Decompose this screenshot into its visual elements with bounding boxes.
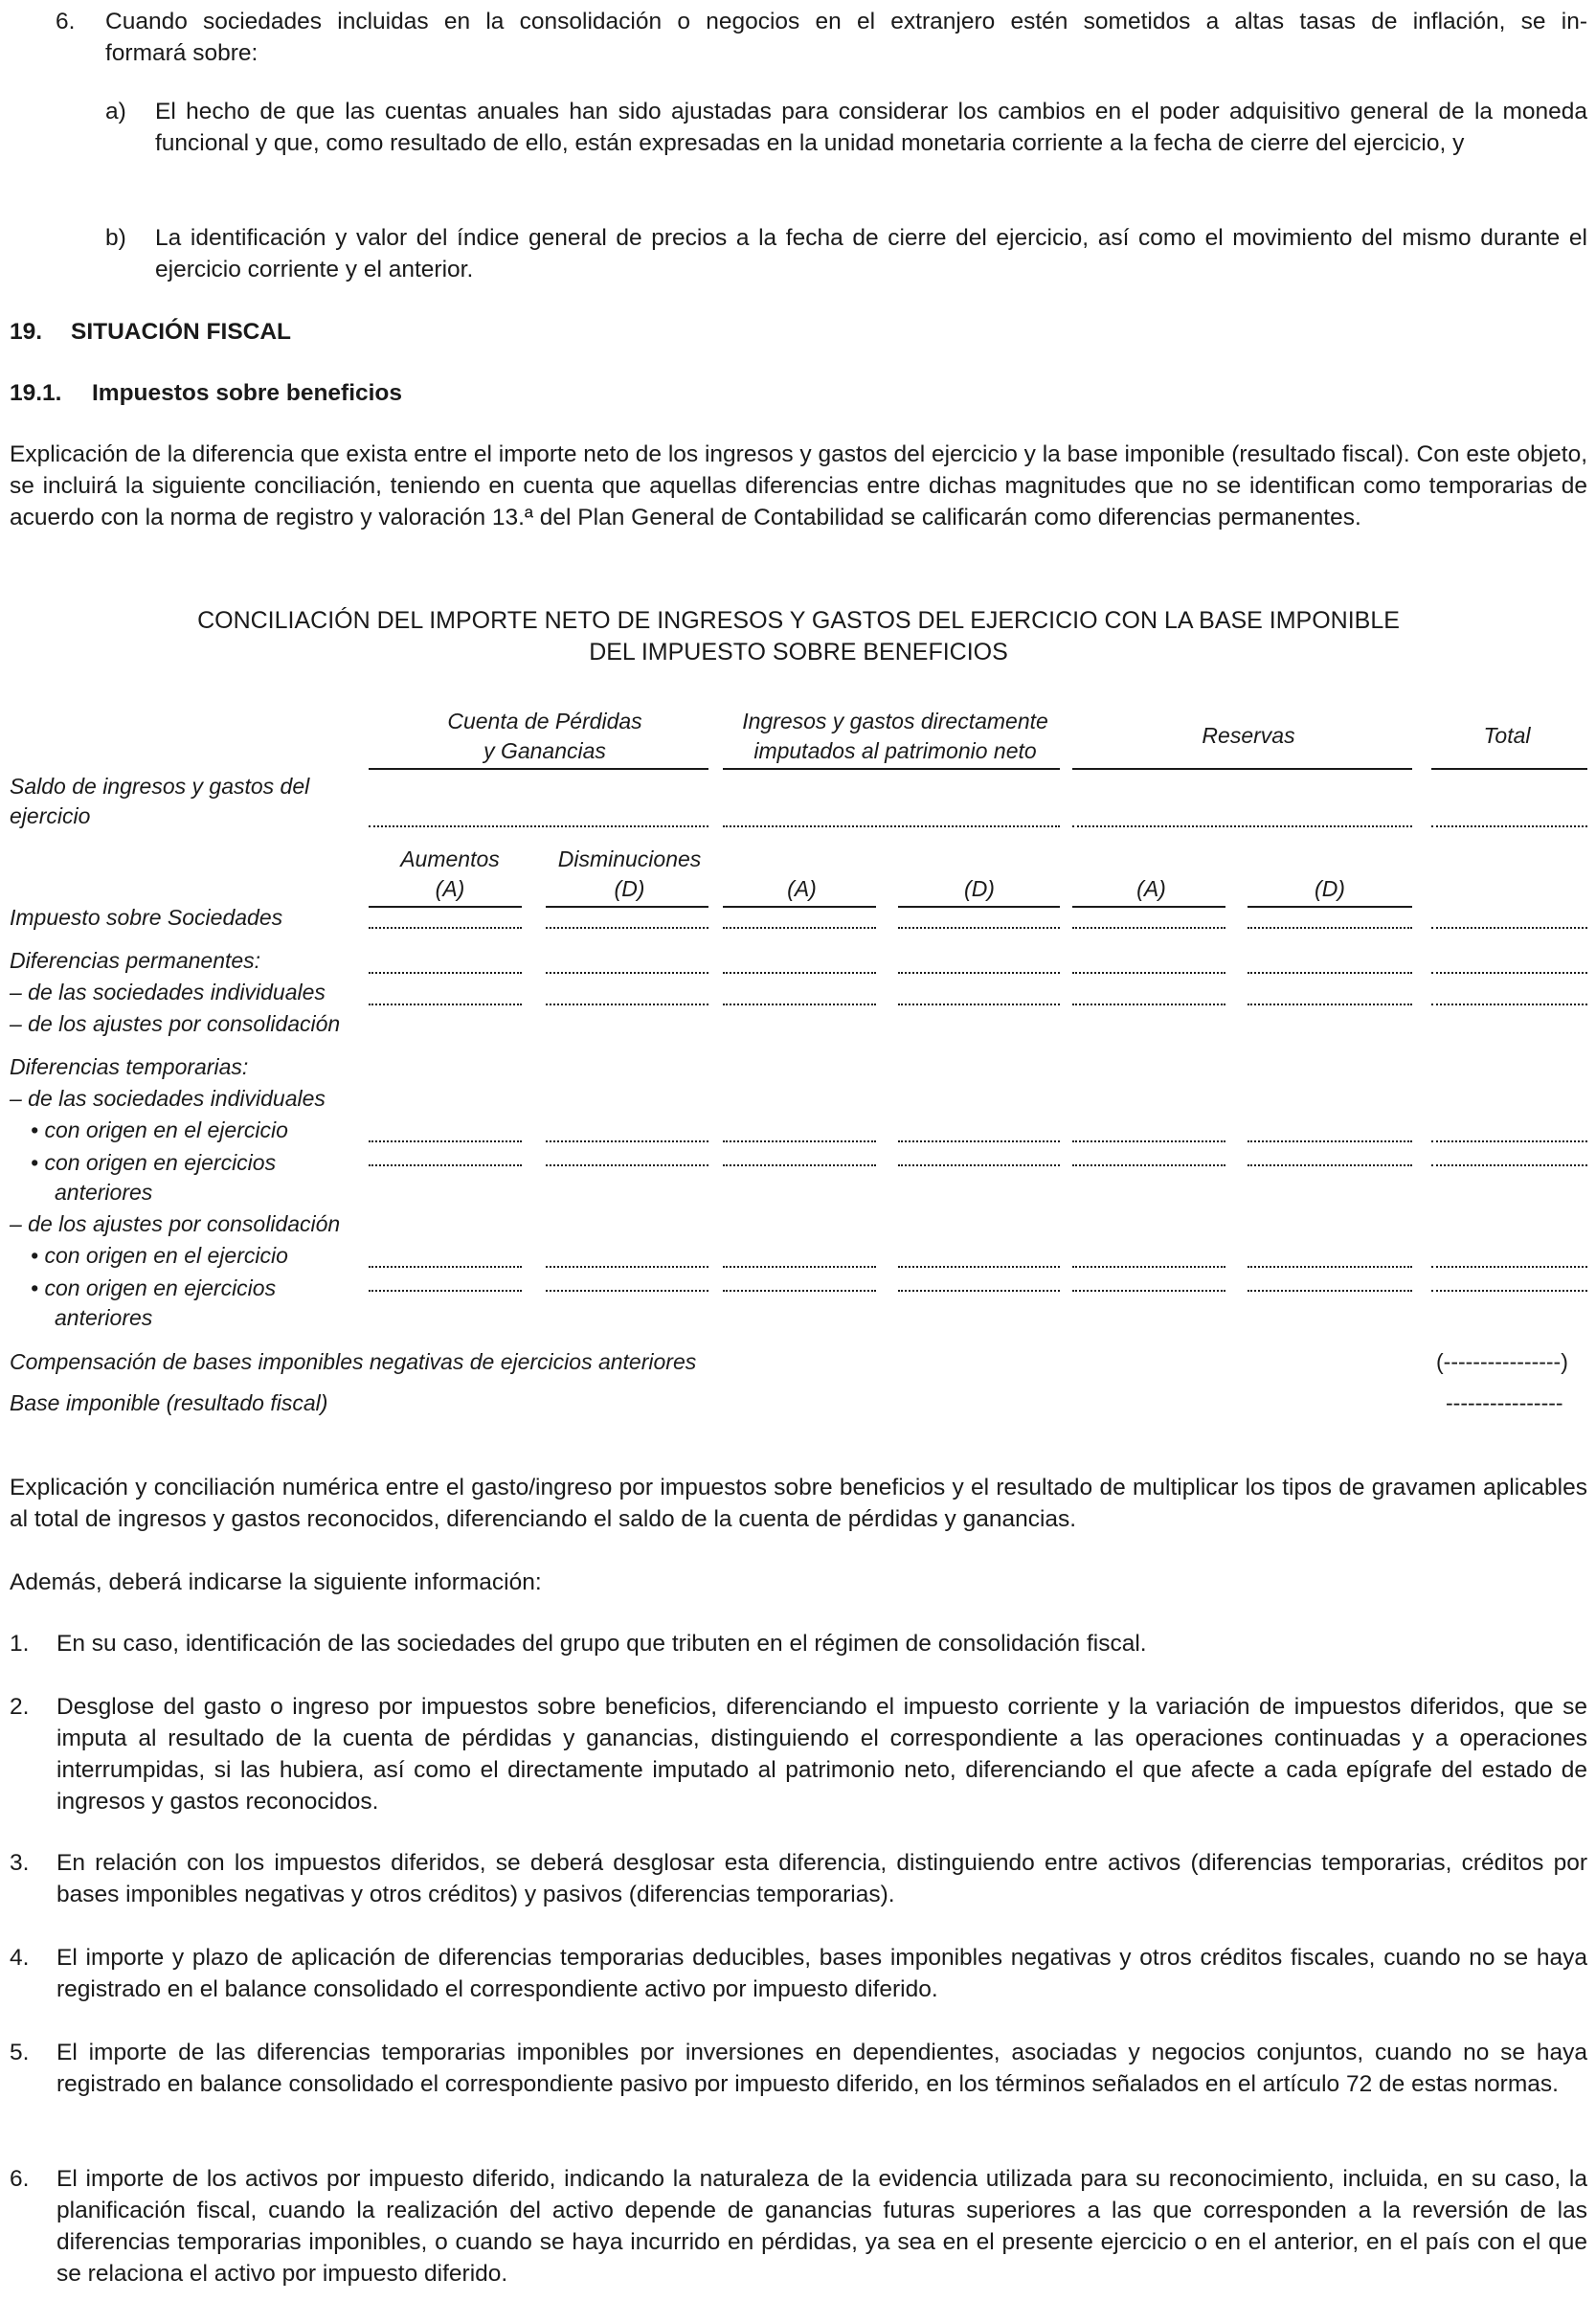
header-total: Total xyxy=(1483,723,1531,748)
dotted-value-cell xyxy=(1072,972,1225,974)
row-dif-temporarias: Diferencias temporarias: xyxy=(10,1054,249,1079)
dotted-value-cell xyxy=(1072,1140,1225,1142)
dotted-value-cell xyxy=(1431,1266,1587,1268)
dotted-value-cell xyxy=(1072,927,1225,929)
subheader-d-2: (D) xyxy=(964,876,995,901)
subheader-disminuciones: Disminuciones xyxy=(557,846,702,871)
saldo-pyg-dots xyxy=(369,825,708,827)
dotted-value-cell xyxy=(1248,1164,1412,1166)
dotted-value-cell xyxy=(1248,972,1412,974)
dotted-value-cell xyxy=(723,1266,876,1268)
dotted-value-cell xyxy=(369,1140,522,1142)
saldo-reservas-dots xyxy=(1072,825,1412,827)
subheader-rule-2 xyxy=(546,906,708,908)
info-item-text: En relación con los impuestos diferidos, se deberá desglosar esta diferencia, distinguiendo entre activos (diferencias temporarias, créditos por bases imponibles negativas y otros créditos) y pasivos (diferencias temporarias). xyxy=(56,1850,1587,1907)
subheader-d-3: (D) xyxy=(1315,876,1345,901)
info-item-number: 6. xyxy=(10,2166,30,2192)
dotted-value-cell xyxy=(369,972,522,974)
subheader-a-3: (A) xyxy=(1136,876,1166,901)
header-pyg-line-2: y Ganancias xyxy=(483,738,606,763)
subheader-rule-6 xyxy=(1248,906,1412,908)
row-dt-ajustes: – de los ajustes por consolidación xyxy=(10,1211,341,1236)
info-item-6 xyxy=(10,2163,1587,2290)
row-dt-aj-anteriores-2: anteriores xyxy=(55,1305,153,1330)
section-number: 19. xyxy=(10,319,43,345)
sub-b-letter: b) xyxy=(105,225,126,251)
dotted-value-cell xyxy=(1431,1164,1587,1166)
dotted-value-cell xyxy=(1248,1266,1412,1268)
dotted-value-cell xyxy=(546,927,708,929)
row-dt-indiv-anteriores-2: anteriores xyxy=(55,1180,153,1205)
dotted-value-cell xyxy=(1072,1004,1225,1005)
header-reservas: Reservas xyxy=(1202,723,1295,748)
dotted-value-cell xyxy=(546,1164,708,1166)
header-patrimonio-line-2: imputados al patrimonio neto xyxy=(753,738,1037,763)
dotted-value-cell xyxy=(369,1004,522,1005)
saldo-patrimonio-dots xyxy=(723,825,1060,827)
info-item-3 xyxy=(10,1847,1587,1910)
row-dt-indiv-anteriores: • con origen en ejercicios xyxy=(31,1150,277,1175)
dotted-value-cell xyxy=(723,1164,876,1166)
row-dt-individuales: – de las sociedades individuales xyxy=(10,1086,326,1111)
subsection-title: Impuestos sobre beneficios xyxy=(92,380,403,406)
header-patrimonio-rule xyxy=(723,768,1060,770)
dotted-value-cell xyxy=(898,927,1060,929)
subheader-rule-1 xyxy=(369,906,522,908)
header-patrimonio-line-1: Ingresos y gastos directamente xyxy=(742,709,1048,733)
subheader-rule-5 xyxy=(1072,906,1225,908)
subsection-number: 19.1. xyxy=(10,380,62,406)
header-total-rule xyxy=(1431,768,1587,770)
info-item-text: El importe de las diferencias temporarias imponibles por inversiones en dependientes, asociadas y negocios conjuntos, cuando no se haya registrado en balance consolidado el correspondiente pasivo por impuesto diferido, en los términos señalados en el artículo 72 de estas normas. xyxy=(56,2040,1587,2097)
row-saldo-line-2: ejercicio xyxy=(10,803,91,828)
dotted-value-cell xyxy=(898,1266,1060,1268)
info-item-number: 3. xyxy=(10,1850,30,1876)
header-pyg-line-1: Cuenta de Pérdidas xyxy=(447,709,642,733)
dotted-value-cell xyxy=(1072,1290,1225,1292)
sub-b-text: La identificación y valor del índice general de precios a la fecha de cierre del ejercicio, así como el movimiento del mismo durante el ejercicio corriente y el anterior. xyxy=(155,225,1587,282)
row-dt-indiv-ejercicio: • con origen en el ejercicio xyxy=(31,1117,288,1142)
info-item-number: 4. xyxy=(10,1945,30,1971)
dotted-value-cell xyxy=(546,972,708,974)
row-dt-aj-ejercicio: • con origen en el ejercicio xyxy=(31,1243,288,1268)
dotted-value-cell xyxy=(1072,1266,1225,1268)
dotted-value-cell xyxy=(1248,1004,1412,1005)
dotted-value-cell xyxy=(1248,1290,1412,1292)
row-dp-ajustes: – de los ajustes por consolidación xyxy=(10,1011,341,1036)
item-6-number: 6. xyxy=(56,9,76,34)
dotted-value-cell xyxy=(546,1266,708,1268)
dotted-value-cell xyxy=(1248,1140,1412,1142)
subheader-rule-3 xyxy=(723,906,876,908)
dotted-value-cell xyxy=(1431,972,1587,974)
row-dif-permanentes: Diferencias permanentes: xyxy=(10,948,261,973)
subheader-a-1: (A) xyxy=(435,876,465,901)
subheader-d-1: (D) xyxy=(614,876,645,901)
base-imponible-value: ---------------- xyxy=(1446,1390,1563,1415)
dotted-value-cell xyxy=(898,1140,1060,1142)
intro-paragraph: Explicación de la diferencia que exista entre el importe neto de los ingresos y gastos del ejercicio y la base imponible (resultado fiscal). Con este objeto, se incluirá la siguiente conciliación, teniendo en cuenta que aquellas diferencias entre dichas magnitudes que no se identifican como temporarias de acuerdo con la norma de registro y valoración 13.ª del Plan General de Contabilidad se calificarán como diferencias permanentes. xyxy=(10,441,1587,530)
row-compensacion: Compensación de bases imponibles negativas de ejercicios anteriores xyxy=(10,1349,697,1374)
dotted-value-cell xyxy=(723,927,876,929)
info-item-text: El importe y plazo de aplicación de diferencias temporarias deducibles, bases imponibles negativas y otros créditos fiscales, cuando no se haya registrado en el balance consolidado el correspondiente activo por impuesto diferido. xyxy=(56,1945,1587,2002)
dotted-value-cell xyxy=(369,1164,522,1166)
info-item-number: 2. xyxy=(10,1694,30,1720)
subheader-a-2: (A) xyxy=(787,876,817,901)
dotted-value-cell xyxy=(898,1004,1060,1005)
dotted-value-cell xyxy=(723,1004,876,1005)
header-reservas-rule xyxy=(1072,768,1412,770)
dotted-value-cell xyxy=(546,1290,708,1292)
header-pyg-rule xyxy=(369,768,708,770)
info-item-text: Desglose del gasto o ingreso por impuestos sobre beneficios, diferenciando el impuesto corriente y la variación de impuestos diferidos, que se imputa al resultado de la cuenta de pérdidas y ganancias, distinguiendo el correspondiente a las operaciones continuadas y a operaciones interrumpidas, si las hubiera, así como el directamente imputado al patrimonio neto, diferenciando el que afecte a cada epígrafe del estado de ingresos y gastos reconocidos. xyxy=(56,1694,1587,1815)
dotted-value-cell xyxy=(1431,1140,1587,1142)
item-6-line-2: formará sobre: xyxy=(105,40,259,66)
dotted-value-cell xyxy=(1431,1290,1587,1292)
saldo-total-dots xyxy=(1431,825,1587,827)
subheader-rule-4 xyxy=(898,906,1060,908)
dotted-value-cell xyxy=(1431,927,1587,929)
sub-a-letter: a) xyxy=(105,99,126,124)
dotted-value-cell xyxy=(546,1004,708,1005)
dotted-value-cell xyxy=(369,1290,522,1292)
info-item-1 xyxy=(10,1628,1587,1659)
info-item-number: 1. xyxy=(10,1631,30,1657)
dotted-value-cell xyxy=(723,1290,876,1292)
dotted-value-cell xyxy=(1072,1164,1225,1166)
dotted-value-cell xyxy=(1431,1004,1587,1005)
info-item-2 xyxy=(10,1691,1587,1817)
info-item-4 xyxy=(10,1942,1587,2005)
dotted-value-cell xyxy=(1248,927,1412,929)
compensacion-value: (----------------) xyxy=(1436,1349,1568,1374)
dotted-value-cell xyxy=(898,1164,1060,1166)
paragraph-conciliacion: Explicación y conciliación numérica entre el gasto/ingreso por impuestos sobre beneficios y el resultado de multiplicar los tipos de gravamen aplicables al total de ingresos y gastos reconocidos, diferenciando el saldo de la cuenta de pérdidas y ganancias. xyxy=(10,1475,1587,1532)
dotted-value-cell xyxy=(369,927,522,929)
row-dt-aj-anteriores: • con origen en ejercicios xyxy=(31,1275,277,1300)
section-title: SITUACIÓN FISCAL xyxy=(71,319,292,345)
table-title-line-2: DEL IMPUESTO SOBRE BENEFICIOS xyxy=(589,639,1008,665)
dotted-value-cell xyxy=(898,972,1060,974)
row-base-imponible: Base imponible (resultado fiscal) xyxy=(10,1390,328,1415)
info-item-number: 5. xyxy=(10,2040,30,2065)
dotted-value-cell xyxy=(369,1266,522,1268)
row-dp-individuales: – de las sociedades individuales xyxy=(10,980,326,1004)
paragraph-ademas: Además, deberá indicarse la siguiente información: xyxy=(10,1569,542,1595)
dotted-value-cell xyxy=(898,1290,1060,1292)
info-item-text: En su caso, identificación de las sociedades del grupo que tributen en el régimen de consolidación fiscal. xyxy=(56,1631,1147,1657)
row-impuesto: Impuesto sobre Sociedades xyxy=(10,905,283,930)
row-saldo-line-1: Saldo de ingresos y gastos del xyxy=(10,774,310,799)
item-6-line-1: Cuando sociedades incluidas en la consolidación o negocios en el extranjero estén sometidos a altas tasas de inflación, se in- xyxy=(105,9,1587,34)
info-item-text: El importe de los activos por impuesto diferido, indicando la naturaleza de la evidencia utilizada para su reconocimiento, incluida, en su caso, la planificación fiscal, cuando la realización del activo depende de ganancias futuras superiores a las que corresponden a la reversión de las diferencias temporarias imponibles, o cuando se haya incurrido en pérdidas, ya sea en el presente ejercicio o en el anterior, en el país con el que se relaciona el activo por impuesto diferido. xyxy=(56,2166,1587,2287)
reconciliation-table xyxy=(10,699,1587,1436)
table-title-line-1: CONCILIACIÓN DEL IMPORTE NETO DE INGRESOS Y GASTOS DEL EJERCICIO CON LA BASE IMPONIBLE xyxy=(197,607,1400,634)
info-item-5 xyxy=(10,2037,1587,2100)
subheader-aumentos: Aumentos xyxy=(400,846,500,871)
dotted-value-cell xyxy=(723,972,876,974)
dotted-value-cell xyxy=(546,1140,708,1142)
sub-a-text: El hecho de que las cuentas anuales han sido ajustadas para considerar los cambios en el poder adquisitivo general de la moneda funcional y que, como resultado de ello, están expresadas en la unidad monetaria corriente a la fecha de cierre del ejercicio, y xyxy=(155,99,1587,156)
dotted-value-cell xyxy=(723,1140,876,1142)
